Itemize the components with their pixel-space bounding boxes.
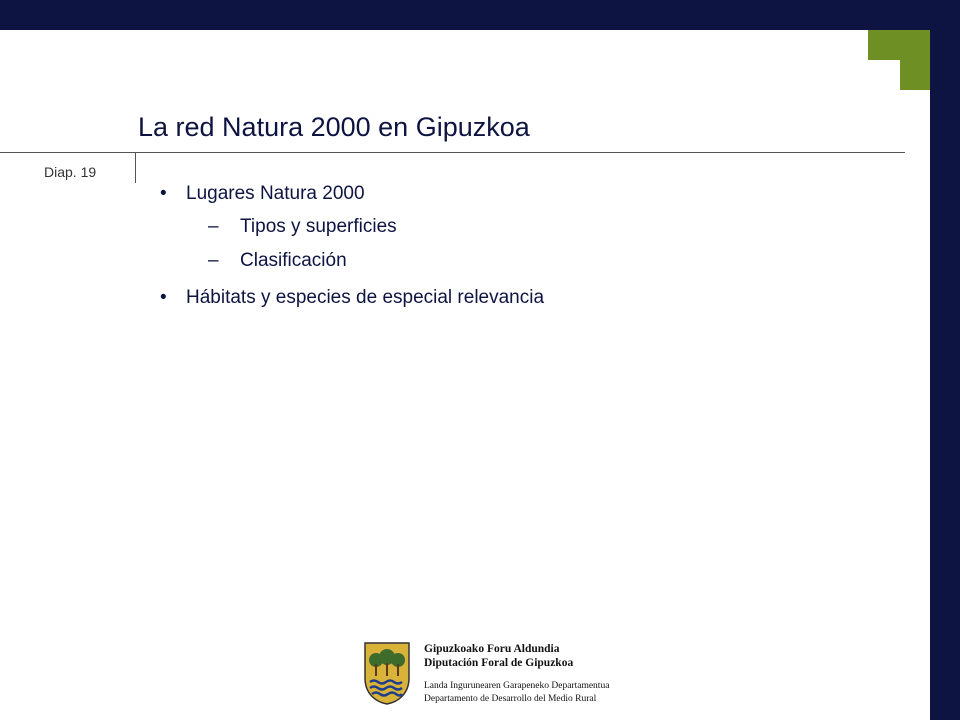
bullet-mark: • — [160, 287, 167, 308]
bullet-item — [160, 180, 860, 208]
sub-bullet-text: Tipos y superficies — [240, 216, 397, 237]
bullet-text: Lugares Natura 2000 — [186, 183, 365, 204]
coat-of-arms-icon — [362, 640, 412, 706]
slide-number-divider — [135, 153, 136, 183]
slide-number: Diap. 19 — [44, 164, 97, 180]
corner-accent-vertical — [900, 30, 930, 90]
sub-bullet-text: Clasificación — [240, 250, 347, 271]
organization-block — [424, 642, 609, 706]
department-spanish: Departamento de Desarrollo del Medio Rural — [424, 694, 597, 704]
sub-bullet-mark: – — [208, 216, 219, 237]
org-name-basque: Gipuzkoako Foru Aldundia — [424, 643, 560, 655]
top-decorative-band — [0, 0, 960, 30]
slide-title: La red Natura 2000 en Gipuzkoa — [138, 112, 530, 142]
slide-content — [160, 180, 860, 312]
sub-bullet-mark: – — [208, 250, 219, 271]
department-basque: Landa Ingurunearen Garapeneko Departamentua — [424, 681, 610, 691]
sub-bullet-item — [160, 244, 860, 278]
bullet-text: Hábitats y especies de especial relevancia — [186, 287, 545, 308]
bullet-mark: • — [160, 183, 167, 204]
bullet-item — [160, 284, 860, 312]
sub-bullet-item — [160, 210, 860, 244]
org-name-spanish: Diputación Foral de Gipuzkoa — [424, 657, 574, 669]
right-decorative-band — [930, 0, 960, 720]
